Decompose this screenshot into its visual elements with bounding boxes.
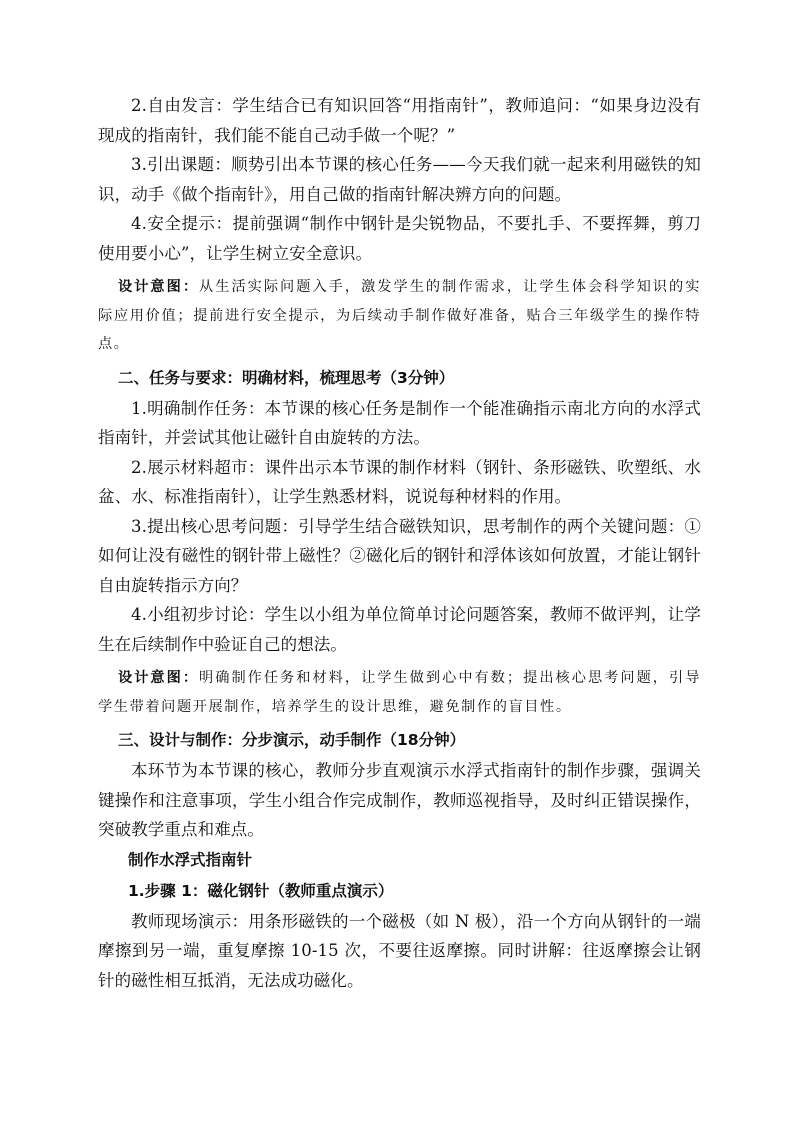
paragraph-group-discussion: 4.小组初步讨论：学生以小组为单位简单讨论问题答案，教师不做评判，让学生在后续制作中验证自己的想法。 bbox=[98, 605, 701, 654]
paragraph-materials: 2.展示材料超市：课件出示本节课的制作材料（钢针、条形磁铁、吹塑纸、水盆、水、标准指南针），让学生熟悉材料，说说每种材料的作用。 bbox=[98, 457, 701, 506]
paragraph-section-intro: 本环节为本节课的核心，教师分步直观演示水浮式指南针的制作步骤，强调关键操作和注意事项，学生小组合作完成制作，教师巡视指导，及时纠正错误操作，突破教学重点和难点。 bbox=[98, 761, 701, 839]
paragraph-introduce-topic: 3.引出课题：顺势引出本节课的核心任务——今天我们就一起来利用磁铁的知识，动手《做个指南针》，用自己做的指南针解决辨方向的问题。 bbox=[98, 155, 701, 204]
paragraph-free-speech: 2.自由发言：学生结合已有知识回答“用指南针”，教师追问：“如果身边没有现成的指南针，我们能不能自己动手做一个呢？” bbox=[98, 96, 701, 145]
step-heading-magnetize: 1.步骤 1：磁化钢针（教师重点演示） bbox=[128, 881, 394, 900]
paragraph-demonstration: 教师现场演示：用条形磁铁的一个磁极（如 N 极），沿一个方向从钢针的一端摩擦到另一端，重复摩擦 10-15 次，不要往返摩擦。同时讲解：往返摩擦会让钢针的磁性相互抵消，无法成功磁化。 bbox=[98, 911, 701, 990]
section-heading-task-requirements: 二、任务与要求：明确材料，梳理思考（3分钟） bbox=[118, 368, 455, 387]
sub-heading-water-compass: 制作水浮式指南针 bbox=[128, 850, 253, 869]
design-intent-text: 从生活实际问题入手，激发学生的制作需求，让学生体会科学知识的实际应用价值；提前进行安全提示，为后续动手制作做好准备，贴合三年级学生的操作特点。 bbox=[98, 279, 701, 352]
design-intent-1 bbox=[98, 273, 701, 359]
design-intent-text: 明确制作任务和材料，让学生做到心中有数；提出核心思考问题，引导学生带着问题开展制作，培养学生的设计思维，避免制作的盲目性。 bbox=[98, 670, 701, 715]
design-intent-label: 设计意图： bbox=[118, 670, 200, 686]
section-heading-design-making: 三、设计与制作：分步演示，动手制作（18分钟） bbox=[118, 731, 466, 749]
paragraph-clarify-task: 1.明确制作任务：本节课的核心任务是制作一个能准确指示南北方向的水浮式指南针，并尝试其他让磁针自由旋转的方法。 bbox=[98, 398, 701, 447]
paragraph-safety-tip: 4.安全提示：提前强调“制作中钢针是尖锐物品，不要扎手、不要挥舞，剪刀使用要小心”，让学生树立安全意识。 bbox=[98, 214, 701, 263]
paragraph-core-questions: 3.提出核心思考问题：引导学生结合磁铁知识，思考制作的两个关键问题：①如何让没有磁性的钢针带上磁性？②磁化后的钢针和浮体该如何放置，才能让钢针自由旋转指示方向？ bbox=[98, 516, 701, 595]
design-intent-label: 设计意图： bbox=[118, 279, 200, 295]
design-intent-2 bbox=[98, 664, 701, 721]
document-body bbox=[98, 91, 701, 995]
